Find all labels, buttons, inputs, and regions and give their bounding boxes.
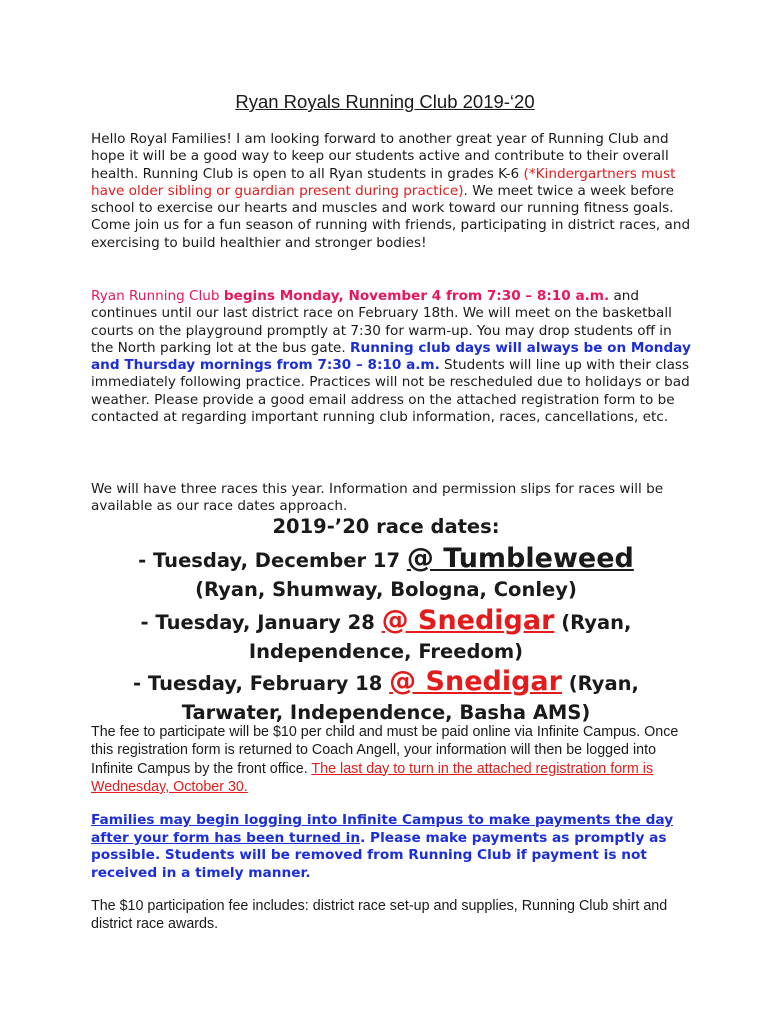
intro-text-b: . We meet twice a week before school to exercise our hearts and muscles and work toward our running fitness goals. Come join us for a fun season of running with friends, participating in district races, and exercising to build healthier and stronger bodies!: [91, 182, 691, 251]
race-1-date: - Tuesday, December 17: [138, 549, 407, 572]
race-1-line: [80, 544, 692, 576]
race-3-schools-b: Tarwater, Independence, Basha AMS): [181, 701, 591, 724]
schedule-paragraph: [91, 288, 691, 426]
fee-text: The fee to participate will be $10 per child and must be paid online via Infinite Campus. Once this registration form is returned to Coach Angell, your information will then be logged into Infinite Campus by the front office.: [91, 724, 679, 777]
race-2-line: [80, 606, 692, 638]
race-2-schools-b: Independence, Freedom): [248, 639, 524, 663]
race-3-line: [80, 667, 692, 699]
race-dates-section: [80, 512, 692, 727]
race-2-location: @ Snedigar: [381, 604, 555, 636]
schedule-text-b: Students will line up with their class immediately following practice. Practices will not be rescheduled due to holidays or bad weather. Please provide a good email address on the attached registration form to be contacted at regarding important running club information, races, cancellations, etc.: [91, 357, 690, 426]
race-1-schools: (Ryan, Shumway, Bologna, Conley): [195, 578, 577, 601]
race-dates-heading: 2019-’20 race dates:: [272, 515, 500, 538]
intro-text-a: Hello Royal Families! I am looking forward to another great year of Running Club and hope it will be a good way to keep our students active and contribute to their overall health. Running Club is open to all Ryan students in grades K-6: [91, 131, 669, 182]
page-title: Ryan Royals Running Club 2019-‘20: [235, 91, 535, 112]
intro-paragraph: [91, 131, 691, 252]
includes-text: The $10 participation fee includes: district race set-up and supplies, Running Club shirt and district race awards.: [91, 898, 668, 933]
schedule-days: Running club days will always be on Monday and Thursday mornings from 7:30 – 8:10 a.m.: [91, 339, 691, 374]
races-intro-paragraph: We will have three races this year. Information and permission slips for races will be available as our race dates approach.: [91, 481, 664, 515]
race-2-date: - Tuesday, January 28: [140, 610, 382, 634]
payment-text: . Please make payments as promptly as possible. Students will be removed from Running Club if payment is not received in a timely manner.: [91, 829, 667, 881]
payment-note: [91, 812, 691, 882]
kindergarten-note: (*Kindergartners must have older sibling or guardian present during practice): [91, 165, 676, 199]
race-3-date: - Tuesday, February 18: [133, 672, 390, 695]
fee-note: [91, 723, 691, 796]
race-2-schools-a: (Ryan,: [554, 610, 632, 634]
schedule-text-a: and continues until our last district race on February 18th. We will meet on the basketball courts on the playground promptly at 7:30 for warm-up. You may drop students off in the North parking lot at the bus gate.: [91, 288, 672, 356]
race-1-location: @ Tumbleweed: [406, 543, 634, 574]
registration-deadline: The last day to turn in the attached registration form is Wednesday, October 30.: [91, 760, 654, 795]
infinite-campus-link[interactable]: Families may begin logging into Infinite Campus to make payments the day after your form has been turned in: [91, 812, 674, 846]
schedule-lead: Ryan Running Club: [91, 288, 224, 304]
schedule-begins: begins Monday, November 4 from 7:30 – 8:10 a.m.: [223, 288, 610, 304]
includes-note: [91, 897, 691, 934]
race-3-schools-a: (Ryan,: [561, 672, 639, 695]
race-3-location: @ Snedigar: [389, 666, 562, 697]
